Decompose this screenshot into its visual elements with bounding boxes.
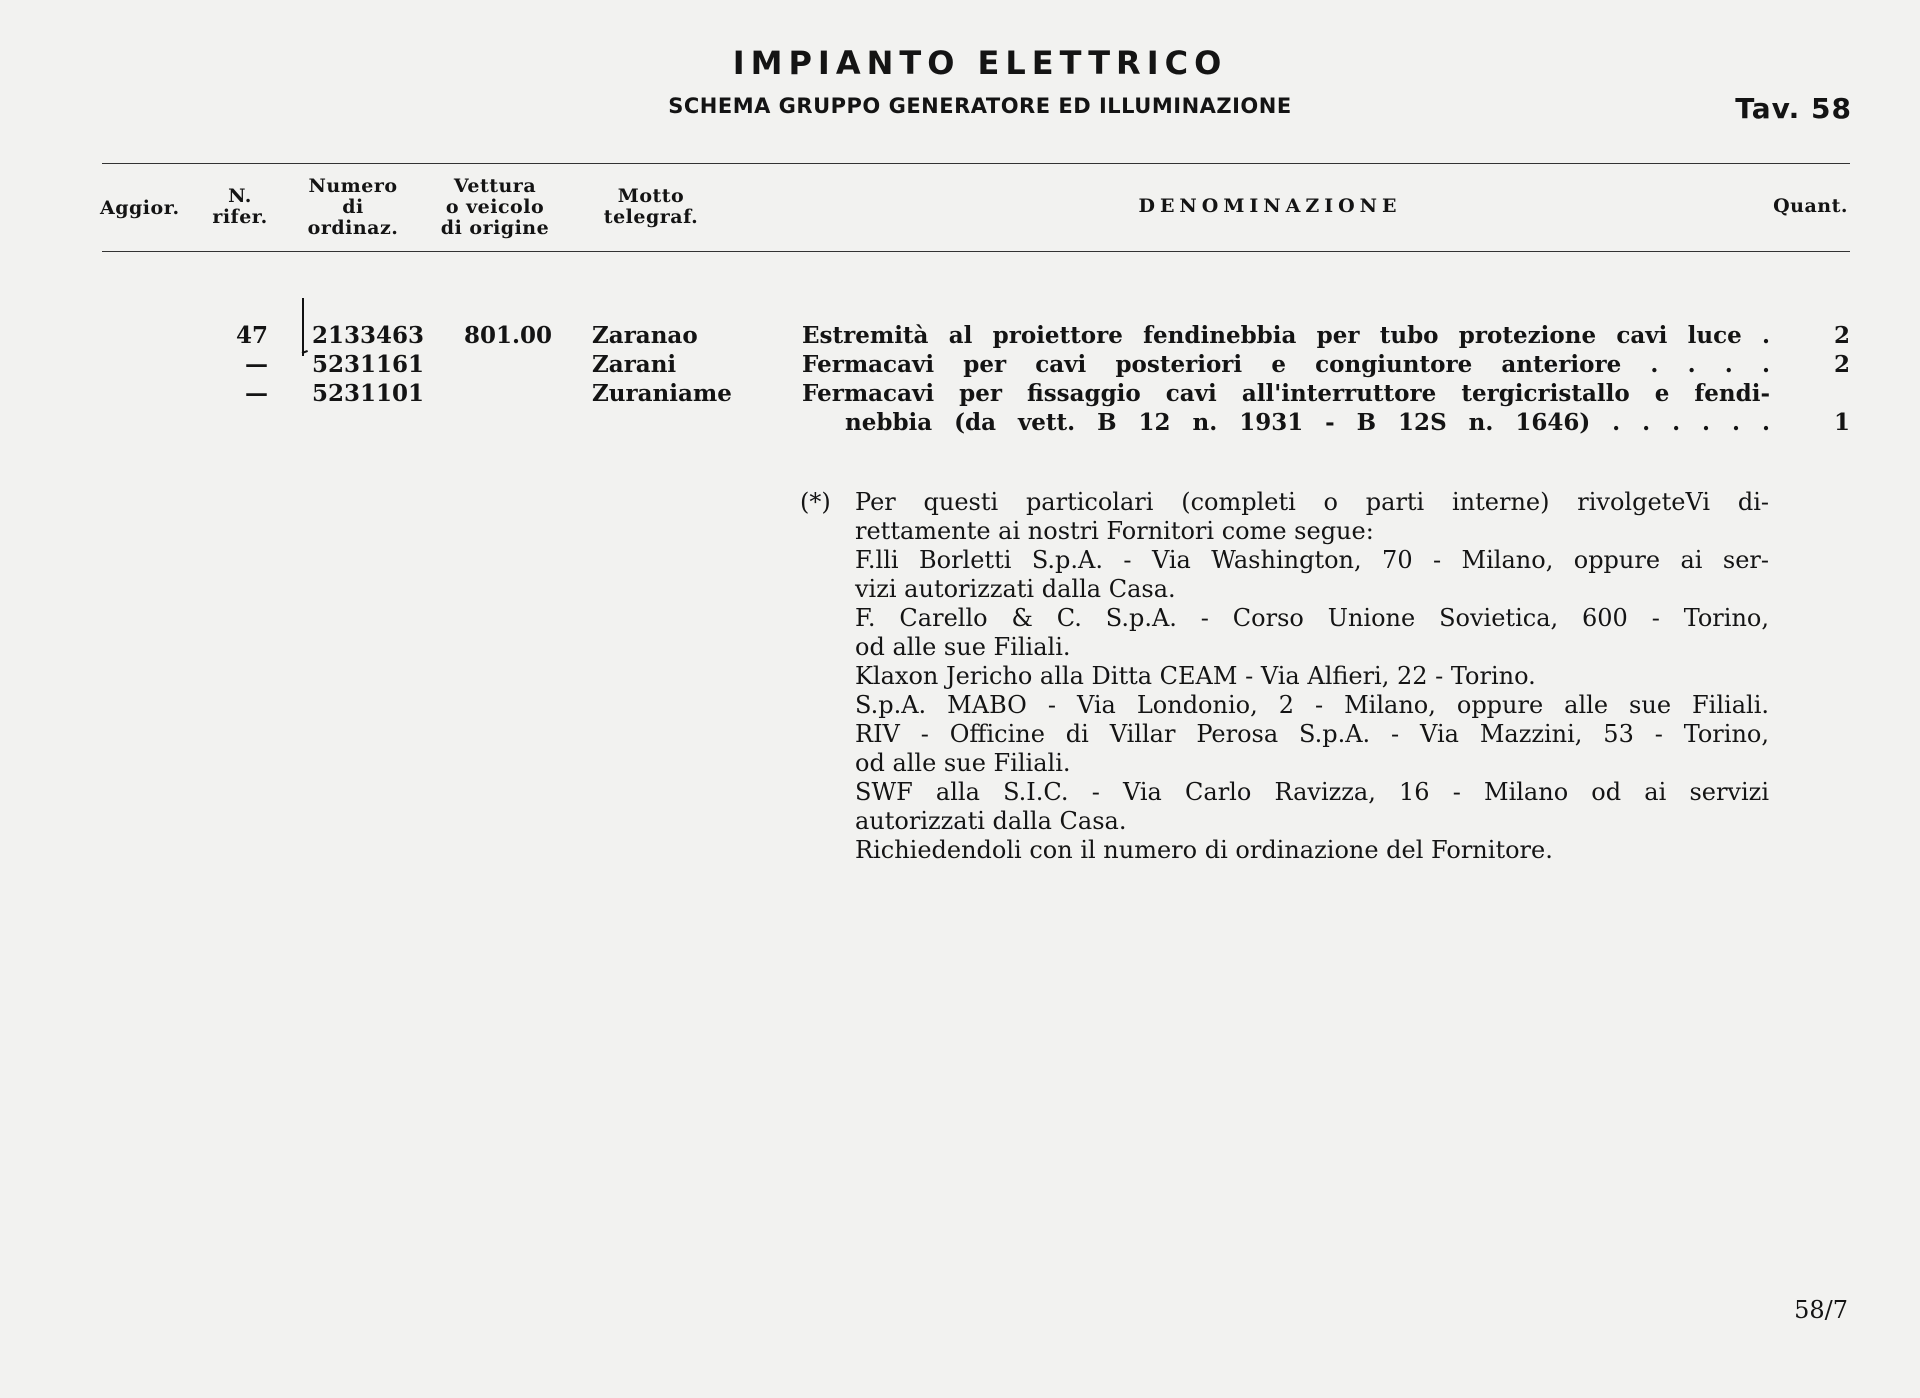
table-row (0, 380, 1920, 410)
page-number: 58/7 (1794, 1296, 1848, 1324)
row-numero: 5231101 (312, 380, 425, 407)
row-quant: 2 (1833, 351, 1850, 378)
row-denominazione: Fermacavi per fissaggio cavi all'interruttore tergicristallo e fendi- (802, 380, 1770, 407)
supplier-riv: RIV - Officine di Villar Perosa S.p.A. - Via Mazzini, 53 - Torino, od alle sue Filiali. (855, 720, 1769, 777)
note-closing: Richiedendoli con il numero di ordinazione del Fornitore. (855, 836, 1553, 864)
column-header-quant: Quant. (1773, 195, 1848, 217)
row-numero: 5231161 (312, 351, 425, 378)
column-header-numero: Numero di ordinaz. (307, 175, 399, 239)
row-quant: 2 (1833, 322, 1850, 349)
row-denominazione: Fermacavi per cavi posteriori e congiuntore anteriore . . . . (802, 351, 1770, 378)
supplier-klaxon: Klaxon Jericho alla Ditta CEAM - Via Alfieri, 22 - Torino. (855, 662, 1536, 690)
note-intro: Per questi particolari (completi o parti interne) rivolgeteVi di- rettamente ai nostri Fornitori come segue: (855, 488, 1769, 545)
supplier-borletti: F.lli Borletti S.p.A. - Via Washington, 70 - Milano, oppure ai ser- vizi autorizzati dalla Casa. (855, 546, 1769, 603)
row-rifer: — (245, 351, 268, 378)
table-row (0, 351, 1920, 381)
supplier-swf: SWF alla S.I.C. - Via Carlo Ravizza, 16 - Milano od ai servizi autorizzati dalla Casa. (855, 778, 1769, 835)
note-mark: (*) (800, 488, 831, 516)
table-reference: Tav. 58 (1735, 92, 1852, 125)
table-row-continuation (0, 409, 1920, 439)
header-rule-bottom (102, 251, 1850, 252)
row-denominazione: Estremità al proiettore fendinebbia per tubo protezione cavi luce . (802, 322, 1770, 349)
row-motto: Zaranao (592, 322, 698, 349)
row-motto: Zarani (592, 351, 677, 378)
column-header-vettura: Vettura o veicolo di origine (440, 175, 550, 239)
row-motto: Zuraniame (592, 380, 732, 407)
column-header-aggior: Aggior. (100, 197, 180, 219)
page-title: IMPIANTO ELETTRICO (732, 44, 1228, 82)
row-numero: 2133463 (312, 322, 425, 349)
row-denominazione: nebbia (da vett. B 12 n. 1931 - B 12S n. 1646) . . . . . . (845, 409, 1770, 436)
row-quant: 1 (1833, 409, 1850, 436)
row-vettura: 801.00 (464, 322, 553, 349)
row-rifer: 47 (235, 322, 268, 349)
page-subtitle: SCHEMA GRUPPO GENERATORE ED ILLUMINAZIONE (668, 94, 1292, 118)
header-rule-top (102, 163, 1850, 164)
column-header-rifer: N. rifer. (212, 185, 268, 228)
supplier-mabo: S.p.A. MABO - Via Londonio, 2 - Milano, oppure alle sue Filiali. (855, 691, 1769, 719)
column-header-motto: Motto telegraf. (603, 185, 699, 228)
row-rifer: — (245, 380, 268, 407)
table-row (0, 322, 1920, 352)
supplier-carello: F. Carello & C. S.p.A. - Corso Unione Sovietica, 600 - Torino, od alle sue Filiali. (855, 604, 1769, 661)
column-header-denominazione: DENOMINAZIONE (1138, 195, 1402, 217)
